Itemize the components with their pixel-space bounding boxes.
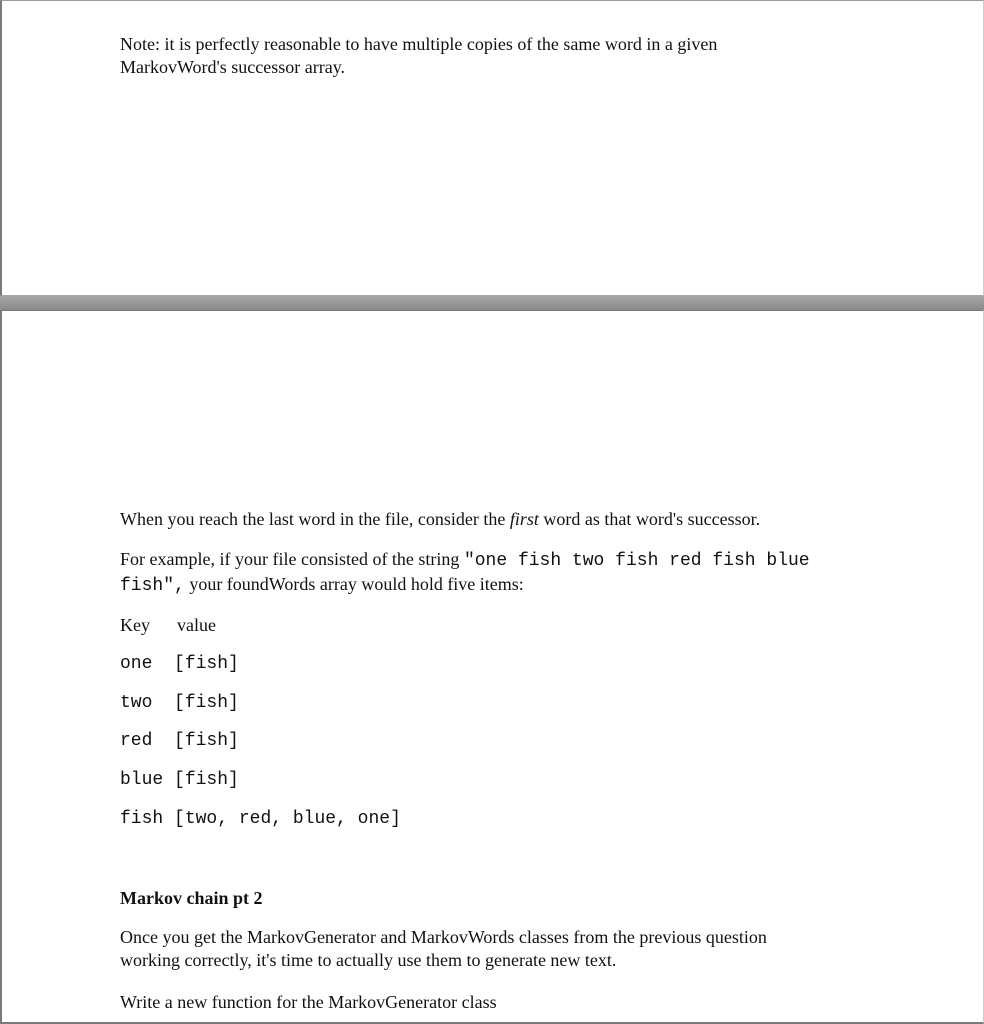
note-line-2: MarkovWord's successor array.: [120, 57, 346, 77]
example-code-2: fish",: [120, 576, 185, 596]
example-text-2: your foundWords array would hold five items:: [184, 574, 524, 594]
table-header-key: Key: [120, 615, 150, 635]
table-header: [120, 614, 216, 637]
row-value: [fish]: [174, 731, 239, 751]
note-line-1: Note: it is perfectly reasonable to have multiple copies of the same word in a given: [120, 34, 718, 54]
row-key: fish: [120, 809, 164, 829]
p3-line-2: working correctly, it's time to actually use them to generate new text.: [120, 950, 617, 970]
p1-italic-first: first: [509, 509, 539, 529]
row-value: [fish]: [174, 654, 239, 674]
section-heading: Markov chain pt 2: [120, 888, 263, 908]
example-paragraph: [120, 548, 880, 598]
document-page-2: [0, 310, 984, 1024]
p1-text-after: word as that word's successor.: [538, 509, 761, 529]
example-code-1: "one fish two fish red fish blue: [463, 551, 810, 571]
row-value: [fish]: [174, 770, 239, 790]
table-header-value: value: [177, 615, 216, 635]
task-paragraph: Write a new function for the MarkovGenerator class: [120, 992, 497, 1012]
instructions-paragraph: [120, 926, 840, 972]
document-page-1: [0, 0, 984, 296]
table-row: [120, 653, 239, 676]
table-row: [120, 808, 401, 831]
p3-line-1: Once you get the MarkovGenerator and MarkovWords classes from the previous question: [120, 927, 767, 947]
page-separator: [0, 296, 984, 310]
example-text-1: For example, if your file consisted of the string: [120, 549, 464, 569]
table-row: [120, 730, 239, 753]
successor-paragraph: [120, 508, 760, 531]
row-value: [fish]: [174, 693, 239, 713]
table-row: [120, 692, 239, 715]
note-paragraph: [120, 33, 800, 79]
example-line-2: [120, 573, 880, 598]
row-key: blue: [120, 770, 164, 790]
row-key: two: [120, 693, 153, 713]
table-row: [120, 769, 239, 792]
row-key: one: [120, 654, 153, 674]
row-key: red: [120, 731, 153, 751]
p1-text-before: When you reach the last word in the file, consider the: [120, 509, 510, 529]
row-value: [two, red, blue, one]: [174, 809, 401, 829]
example-line-1: [120, 548, 880, 573]
